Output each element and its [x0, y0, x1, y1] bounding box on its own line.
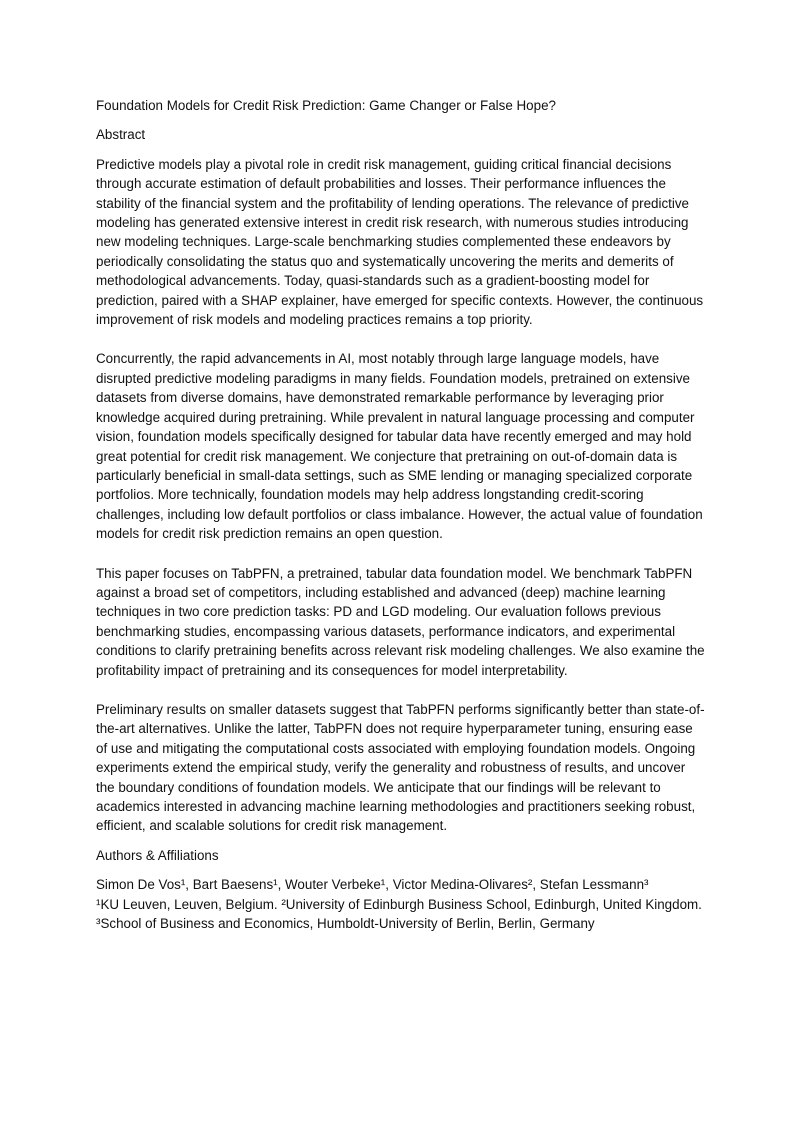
document-body — [96, 96, 706, 933]
abstract-paragraph-1: Predictive models play a pivotal role in credit risk management, guiding critical financial decisions through accurate estimation of default probabilities and losses. Their performance influences the stability of the financial system and the profitability of lending operations. The relevance of predictive modeling has generated extensive interest in credit risk research, with numerous studies introducing new modeling techniques. Large-scale benchmarking studies complemented these endeavors by periodically consolidating the status quo and systematically uncovering the merits and demerits of methodological advancements. Today, quasi-standards such as a gradient-boosting model for prediction, paired with a SHAP explainer, have emerged for specific contexts. However, the continuous improvement of risk models and modeling practices remains a top priority. — [96, 156, 704, 328]
affiliation-line-1: ¹KU Leuven, Leuven, Belgium. ²University of Edinburgh Business School, Edinburgh, United Kingdom. — [96, 896, 702, 912]
authors-heading: Authors & Affiliations — [96, 847, 219, 863]
affiliation-line-2: ³School of Business and Economics, Humboldt-University of Berlin, Berlin, Germany — [96, 916, 595, 932]
paper-title: Foundation Models for Credit Risk Prediction: Game Changer or False Hope? — [96, 98, 556, 113]
abstract-paragraph-2: Concurrently, the rapid advancements in AI, most notably through large language models, have disrupted predictive modeling paradigms in many fields. Foundation models, pretrained on extensive datasets from diverse domains, have demonstrated remarkable performance by leveraging prior knowledge acquired during pretraining. While prevalent in natural language processing and computer vision, foundation models specifically designed for tabular data have recently emerged and may hold great potential for credit risk management. We conjecture that pretraining on out-of-domain data is particularly beneficial in small-data settings, such as SME lending or managing specialized corporate portfolios. More technically, foundation models may help address longstanding credit-scoring challenges, including low default portfolios or class imbalance. However, the actual value of foundation models for credit risk prediction remains an open question. — [96, 351, 703, 542]
abstract-paragraph-4: Preliminary results on smaller datasets suggest that TabPFN performs significantly better than state-of-the-art alternatives. Unlike the latter, TabPFN does not require hyperparameter tuning, ensuring ease of use and mitigating the computational costs associated with employing foundation models. Ongoing experiments extend the empirical study, verify the generality and robustness of results, and uncover the boundary conditions of foundation models. We anticipate that our findings will be relevant to academics interested in advancing machine learning methodologies and practitioners seeking robust, efficient, and scalable solutions for credit risk management. — [96, 701, 705, 834]
abstract-paragraph-3: This paper focuses on TabPFN, a pretrained, tabular data foundation model. We benchmark TabPFN against a broad set of competitors, including established and advanced (deep) machine learning techniques in two core prediction tasks: PD and LGD modeling. Our evaluation follows previous benchmarking studies, encompassing various datasets, performance indicators, and experimental conditions to clarify pretraining benefits across relevant risk modeling challenges. We also examine the profitability impact of pretraining and its consequences for model interpretability. — [96, 565, 705, 678]
abstract-heading: Abstract — [96, 127, 146, 143]
authors-list: Simon De Vos¹, Bart Baesens¹, Wouter Verbeke¹, Victor Medina-Olivares², Stefan Lessmann³ — [96, 877, 649, 893]
authors-affiliations — [96, 875, 706, 933]
